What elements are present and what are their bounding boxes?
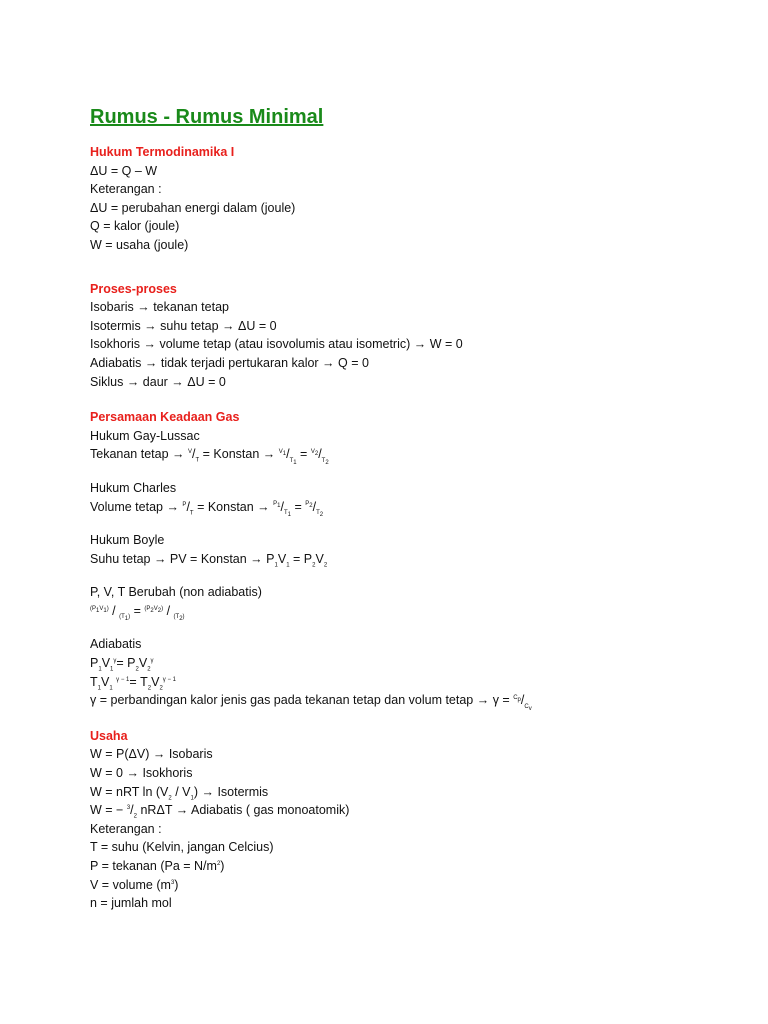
formula-isotermis: W = nRT $\ln (V_2 / V_1)$ → Isotermis — [90, 784, 269, 802]
text-line: Isokhoris → volume tetap (atau isovolumis atau isometric) → W = 0 — [90, 337, 463, 352]
formula-adiabatis-pv: $P_1V_1^\gamma= P_2V_2^\gamma$ — [90, 656, 154, 673]
law-name-boyle: Hukum Boyle — [90, 533, 165, 548]
formula-boyle: Suhu tetap → PV = Konstan → $P_1V_1 = P_2V_2$ — [90, 551, 328, 569]
text-line: ΔU = perubahan energi dalam (joule) — [90, 200, 296, 215]
formula-line: W = P(ΔV) → Isobaris — [90, 747, 213, 762]
formula-pvt: $^{(P_1V_1)}$ / $_{(T_1)}$ = $^{(P_2V_2)}$ / $_{(T_2)}$ — [90, 603, 185, 623]
text-line: Keterangan : — [90, 821, 162, 836]
text-line: Q = kalor (joule) — [90, 219, 180, 234]
text-line: Keterangan : — [90, 182, 162, 197]
text-line: Siklus → daur → ΔU = 0 — [90, 374, 226, 389]
section-heading-termodinamika: Hukum Termodinamika I — [90, 145, 235, 159]
text-line-volume: V = volume $(m^3)$ — [90, 877, 179, 892]
section-heading-usaha: Usaha — [90, 728, 128, 743]
text-line: Adiabatis → tidak terjadi pertukaran kalor → Q = 0 — [90, 355, 369, 370]
law-name-adiabatis: Adiabatis — [90, 637, 142, 652]
formula-adiabatis-work: W = − $^3/_2$ nRΔT → Adiabatis ( gas monoatomik) — [90, 803, 350, 820]
formula-charles: Volume tetap → $^P/_T$ = Konstan → $^{P_1}/_{T_1} = ^{P_2}/_{T_2}$ — [90, 499, 324, 519]
text-line-tekanan: P = tekanan $(Pa = N/m^2)$ — [90, 859, 225, 873]
text-line: Isotermis → suhu tetap → ΔU = 0 — [90, 318, 277, 333]
formula-gamma: γ = perbandingan kalor jenis gas pada tekanan tetap dan volum tetap → $\gamma = ^{C_p}/_{C_v}$ — [90, 693, 532, 712]
formula-adiabatis-tv: $T_1V_1$ $^{\gamma - 1}= T_2V_2^{\gamma - 1}$ — [90, 674, 176, 692]
section-heading-proses: Proses-proses — [90, 281, 177, 296]
section-heading-gas: Persamaan Keadaan Gas — [90, 410, 240, 425]
law-name-pvt: P, V, T Berubah (non adiabatis) — [90, 585, 262, 600]
document-page — [90, 103, 750, 913]
text-line: n = jumlah mol — [90, 896, 172, 911]
text-line: Isobaris → tekanan tetap — [90, 300, 229, 315]
text-line: T = suhu (Kelvin, jangan Celcius) — [90, 840, 274, 855]
law-name-gay-lussac: Hukum Gay-Lussac — [90, 428, 200, 443]
law-name-charles: Hukum Charles — [90, 480, 177, 495]
page-title: Rumus - Rumus Minimal — [90, 106, 324, 128]
formula-gay-lussac: Tekanan tetap → $^V/_T$ = Konstan → $^{V_1}/_{T_1} = ^{V_2}/_{T_2}$ — [90, 447, 329, 466]
text-line: W = usaha (joule) — [90, 237, 189, 252]
formula-line: ΔU = Q – W — [90, 163, 158, 178]
formula-line: W = 0 → Isokhoris — [90, 766, 193, 781]
